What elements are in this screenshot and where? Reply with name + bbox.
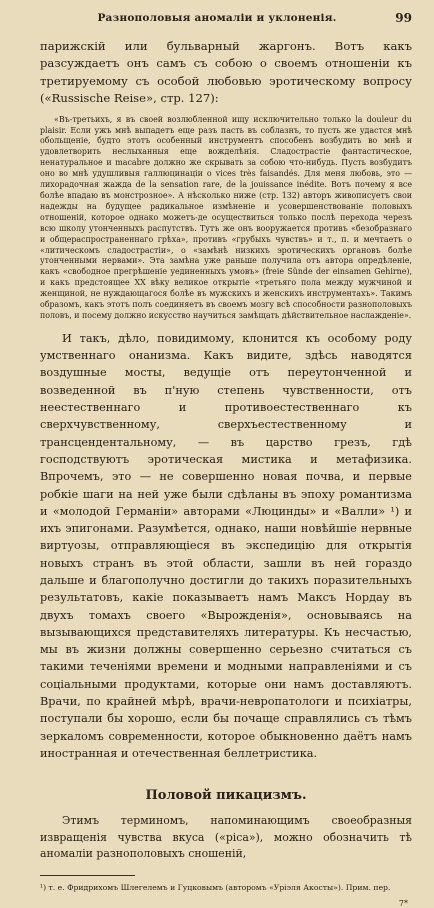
block-quote: «Въ-третьихъ, я въ своей возлюбленной ищу исключительно только la douleur du plaisir. Если ужъ мнѣ выпадетъ еще разъ пасть въ соблазнъ, то пусть же удастся мнѣ обольщеніе, будто этотъ особенный инструментъ способенъ возбудить во мнѣ и удовлетворить неслыханныя еще вожделѣнія. Сладострастіе фантастическое, ненатуральное и macabre должно же скрывать за собою что-нибудь. Пусть возбудитъ оно во мнѣ удушливыя галлюцинаціи о vices très faisandés. Для меня любовь, это — лихорадочная жажда de la sensation rare, de la jouissance inédite. Вотъ почему я все болѣе впадаю въ монстрозное». А нѣсколько ниже (стр. 132) авторъ живописуетъ свои надежды на будущее радикальное измѣненіе и усовершенствованіе половыхъ отношеній, которое однако можетъ-де осуществиться только послѣ перехода черезъ всю школу утонченныхъ распутствъ. Тутъ же онъ вооружается противъ «безобразнаго и общераспространеннаго грѣха», противъ «грубыхъ чувствъ» и т., п. и мечтаетъ о «литическомъ сладострастіи», о «замѣнѣ низкихъ эротическихъ органовъ болѣе утонченными нервами». Эта замѣна уже раньше получила отъ автора опредѣленіе, какъ «свободное прегрѣшеніе уединенныхъ умовъ» (freie Sünde der einsamen Gehirne), и какъ предстоящее ХХ вѣку великое открытіе «третьяго пола между мужчиной и женщиной, не нуждающагося болѣе въ мужскихъ и женскихъ инструментахъ». Такимъ образомъ, какъ этотъ полъ соединяетъ въ своемъ мозгу всѣ способности разнополовыхъ половъ, и посему должно искусство научиться замѣщать дѣйствительное наслажденіе».	[40, 114, 412, 320]
running-title: Разнополовыя аномаліи и уклоненія.	[97, 12, 337, 24]
page-header	[0, 12, 434, 30]
page-number: 99	[395, 11, 412, 25]
intro-paragraph: парижскій или бульварный жаргонъ. Вотъ какъ разсуждаетъ онъ самъ съ собою о своемъ отношеніи къ третируемому съ особой любовью эротическому вопросу («Russische Reise», стр. 127):	[40, 39, 412, 106]
page-content	[40, 38, 412, 908]
footnote: ¹) т. е. Фридрихомъ Шлегелемъ и Гуцковымъ (авторомъ «Уріэля Акосты»). Прим. пер.	[40, 882, 391, 892]
section-heading: Половой пикацизмъ.	[145, 788, 307, 804]
main-paragraph: И такъ, дѣло, повидимому, клонится къ особому роду умственнаго онанизма. Какъ видите, здѣсь наводятся воздушные мосты, ведущіе отъ переутонченной и возведенной въ п'ную степень чувственности, отъ неестественнаго и противоестественнаго къ сверхчувственному, сверхъестественному и трансцендентальному, — въ царство грезъ, гдѣ господствуютъ эротическая мистика и метафизика. Впрочемъ, это — не совершенно новая почва, и первые робкіе шаги на ней уже были сдѣланы въ эпоху романтизма и «молодой Германіи» авторами «Люцинды» и «Валли» ¹) и ихъ эпигонами. Разумѣется, однако, наши новѣйшіе нервные виртуозы, отправляющіеся въ экспедицію для открытія новыхъ странъ въ этой области, зашли въ ней гораздо дальше и благополучно достигли до такихъ поразительныхъ результатовъ, какіе показываетъ намъ Максъ Нордау въ двухъ томахъ своего «Вырожденія», основываясь на вызывающихся представителяхъ литературы. Къ несчастью, мы въ жизни должны совершенно серьезно считаться съ такими теченіями времени и модными направленіями и съ соціальными продуктами, которые они намъ доставляютъ. Врачи, по крайней мѣрѣ, врачи-невропатологи и психіатры, поступали бы хорошо, если бы почаще справлялись съ тѣмъ зеркаломъ современности, которое обыкновенно даётъ намъ иностранная и отечественная беллетристика.	[40, 331, 412, 760]
section-paragraph: Этимъ терминомъ, напоминающимъ своеобразныя извращенія чувства вкуса («pica»), можно обозначить тѣ аномаліи разнополовыхъ сношеній,	[40, 814, 412, 861]
footnote-divider	[40, 875, 135, 876]
signature-mark: 7*	[398, 898, 408, 908]
